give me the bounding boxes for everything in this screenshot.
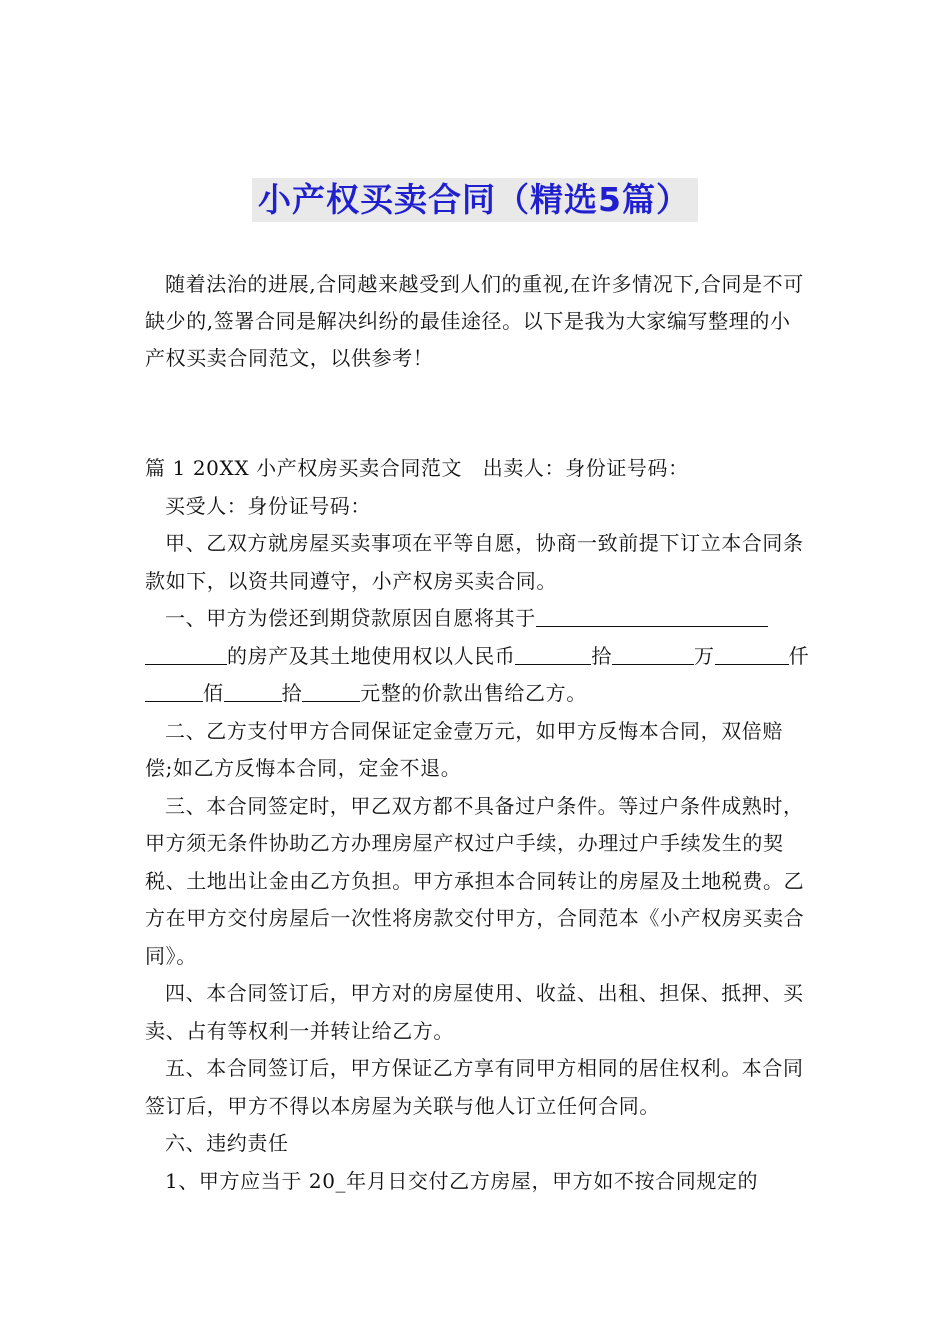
preamble-paragraph: 甲、乙双方就房屋买卖事项在平等自愿，协商一致前提下订立本合同条款如下，以资共同遵守，小产权房买卖合同。 [145,531,804,593]
clause-6-heading: 六、违约责任 [165,1131,289,1155]
clause-1-unit-qian: 仟 [788,643,810,668]
clause-1-unit-bai: 佰 [203,681,224,705]
blank-amount-6 [224,681,282,702]
clause-1-text-a: 一、甲方为偿还到期贷款原因自愿将其于 [165,606,536,630]
clause-2: 二、乙方支付甲方合同保证定金壹万元，如甲方反悔本合同，双倍赔偿;如乙方反悔本合同，定金不退。 [145,718,783,780]
blank-amount-4 [769,644,789,665]
blank-location-a [536,606,768,627]
title-wrapper [0,178,950,222]
clause-3: 三、本合同签定时，甲乙双方都不具备过户条件。等过户条件成熟时，甲方须无条件协助乙方办理房屋产权过户手续，办理过户手续发生的契税、土地出让金由乙方负担。甲方承担本合同转让的房屋及土地税费。乙方在甲方交付房屋后一次性将房款交付甲方，合同范本《小产权房买卖合同》。 [145,793,805,968]
contract-body [145,450,810,1200]
clause-1-unit-shi-2: 拾 [281,681,303,705]
blank-amount-1 [515,644,591,665]
blank-amount-7 [302,681,360,702]
clause-4: 四、本合同签订后，甲方对的房屋使用、收益、出租、担保、抵押、买卖、占有等权利一并转让给乙方。 [145,981,804,1043]
blank-amount-5 [145,681,203,702]
section-heading: 篇 1 20XX 小产权房买卖合同范文 出卖人：身份证号码： [145,456,689,480]
intro-paragraph: 随着法治的进展,合同越来越受到人们的重视,在许多情况下,合同是不可缺少的,签署合同是解决纠纷的最佳途径。以下是我为大家编写整理的小产权买卖合同范文，以供参考！ [145,272,804,370]
clause-1-text-c: 元整的价款出售给乙方。 [360,681,587,705]
blank-amount-3 [715,644,769,665]
clause-1-unit-wan: 万 [694,643,715,668]
clause-1-unit-shi: 拾 [591,643,613,668]
blank-location-b [145,644,227,665]
clause-5: 五、本合同签订后，甲方保证乙方享有同甲方相同的居住权利。本合同签订后，甲方不得以本房屋为关联与他人订立任何合同。 [145,1056,804,1118]
buyer-line: 买受人：身份证号码： [165,493,371,518]
clause-6-item-1: 1、甲方应当于 20_年月日交付乙方房屋，甲方如不按合同规定的 [165,1168,759,1193]
clause-1-text-b: 的房产及其土地使用权以人民币 [227,643,516,668]
document-title: 小产权买卖合同（精选5篇） [252,178,698,222]
clause-1 [145,600,810,713]
intro-section [145,266,810,377]
blank-amount-2 [612,644,694,665]
